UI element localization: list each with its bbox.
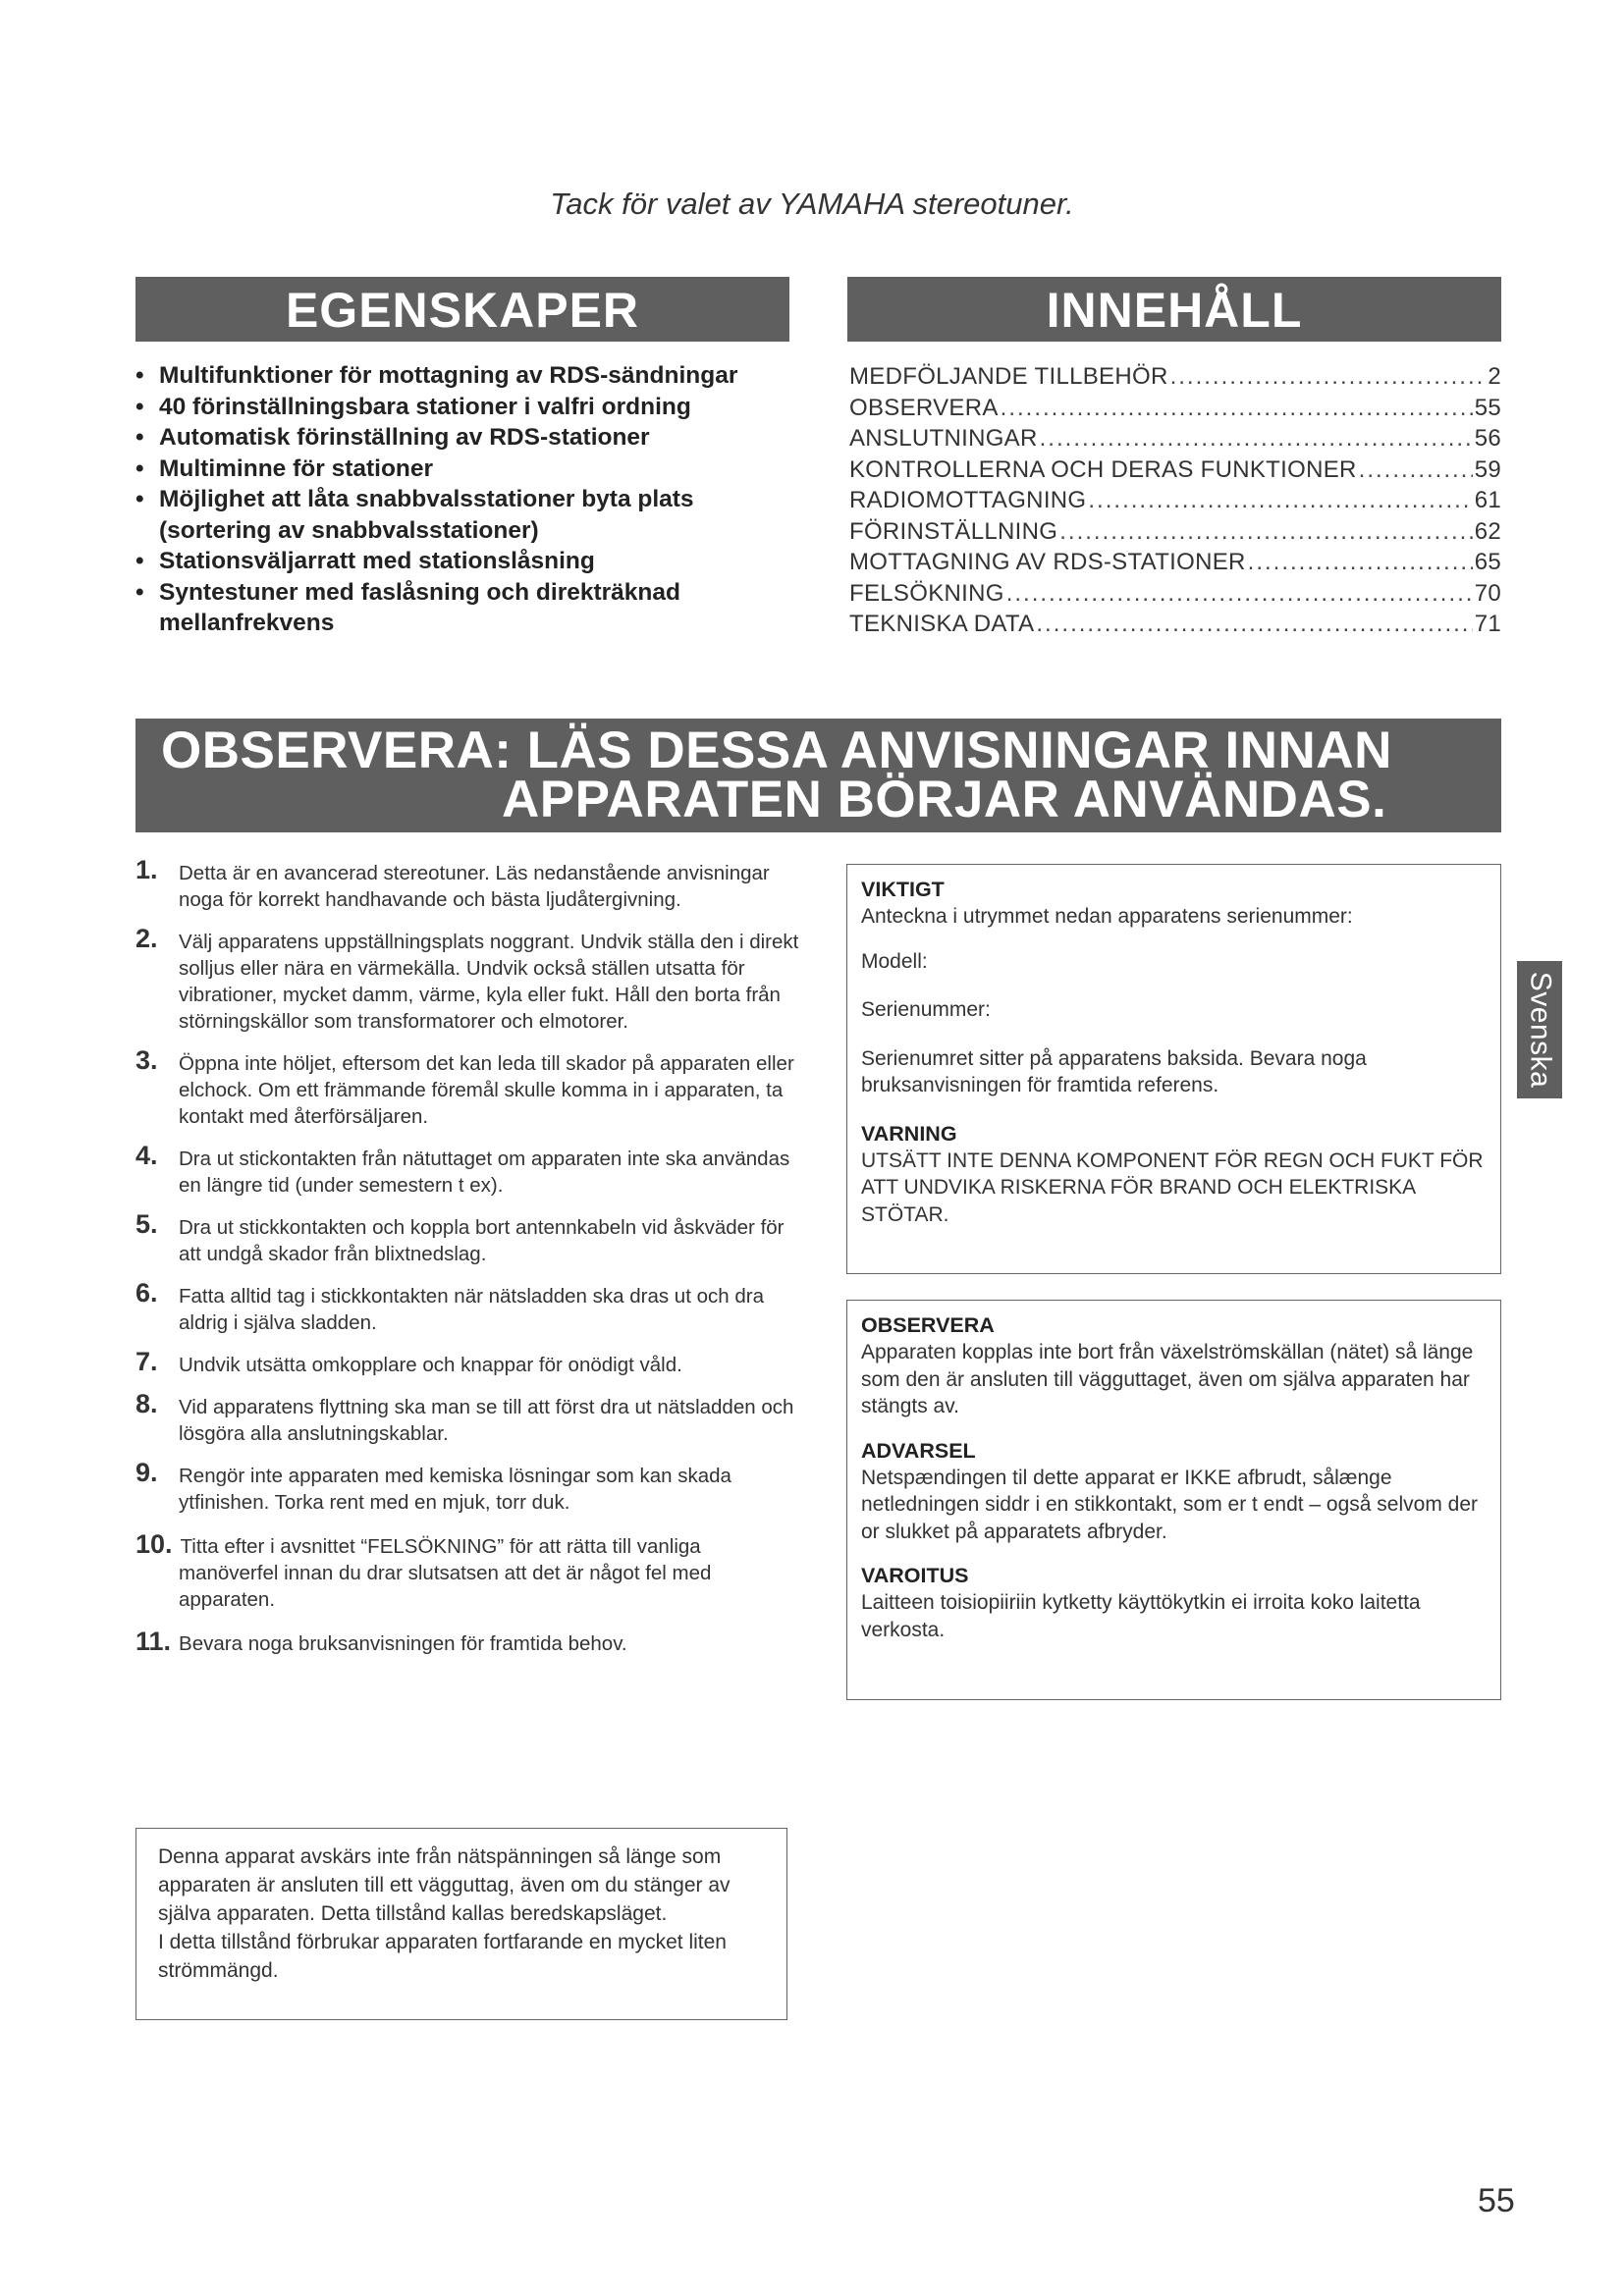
language-tab[interactable] (1517, 961, 1562, 1098)
caution-heading-sv: OBSERVERA (861, 1313, 995, 1337)
precaution-item (135, 1141, 803, 1199)
precaution-text: Dra ut stickontakten från nätuttaget om apparaten inte ska användas en längre tid (under semestern t ex). (179, 1148, 790, 1197)
precaution-item (135, 1458, 803, 1516)
toc-title: TEKNISKA DATA (849, 611, 1035, 637)
warning-banner (135, 719, 1501, 832)
toc-page: 65 (1474, 549, 1501, 575)
caution-text-fi: Laitteen toisiopiiriin kytketty käyttökytkin ei irroita koko laitetta verkosta. (861, 1591, 1421, 1641)
toc-page: 71 (1474, 611, 1501, 637)
toc-title: FÖRINSTÄLLNING (849, 517, 1058, 545)
precaution-text: Välj apparatens uppställningsplats noggrant. Undvik ställa den i direkt solljus eller nära en värmekälla. Undvik också ställen utsatta för vibrationer, mycket damm, värme, kyla eller fukt. Håll den borta från störningskällor som transformatorer och elmotorer. (179, 931, 799, 1033)
precaution-text-continued: manöverfel innan du drar slutsatsen att det är något fel med apparaten. (179, 1562, 712, 1611)
feature-item: • Stationsväljarratt med stationslåsning (135, 546, 803, 577)
serial-label: Serienummer: (861, 998, 991, 1021)
toc-leader (1359, 456, 1473, 484)
toc-entry[interactable] (849, 363, 1501, 395)
toc-page: 2 (1488, 363, 1501, 390)
warning-banner-line2: APPARATEN BÖRJAR ANVÄNDAS. (502, 771, 1387, 828)
caution-box (846, 1300, 1501, 1700)
features-heading: EGENSKAPER (135, 277, 789, 342)
features-list (135, 360, 803, 639)
toc-entry[interactable] (849, 456, 1501, 488)
warning-heading: VARNING (861, 1121, 957, 1146)
toc-leader (1170, 363, 1487, 391)
toc-leader (1001, 395, 1473, 422)
feature-item: • Möjlighet att låta snabbvalsstationer byta plats (sortering av snabbvalsstationer) (135, 484, 803, 546)
toc-leader (1006, 580, 1473, 608)
precaution-text: Detta är en avancerad stereotuner. Läs nedanstående anvisningar noga för korrekt handhavande och bästa ljudåtergivning. (179, 862, 770, 911)
precaution-item (135, 1629, 803, 1657)
precaution-number: 5. (135, 1209, 158, 1239)
precaution-number: 9. (135, 1458, 158, 1487)
precaution-text: Titta efter i avsnittet “FELSÖKNING” för att rätta till vanliga (180, 1535, 701, 1558)
toc-entry[interactable] (849, 487, 1501, 518)
toc-title: ANSLUTNINGAR (849, 425, 1038, 452)
precaution-number: 4. (135, 1141, 158, 1170)
caution-text-da: Netspændingen til dette apparat er IKKE afbrudt, sålænge netledningen siddr i en stikkontakt, som er t endt – også selvom der or slukket på apparatets afbryder. (861, 1466, 1479, 1543)
toc-title: FELSÖKNING (849, 579, 1004, 607)
toc-leader (1040, 425, 1473, 453)
precaution-text: Rengör inte apparaten med kemiska lösningar som kan skada ytfinishen. Torka rent med en mjuk, torr duk. (179, 1465, 731, 1514)
toc-page: 59 (1474, 455, 1501, 483)
precaution-number: 3. (135, 1045, 158, 1075)
toc-title: RADIOMOTTAGNING (849, 487, 1087, 513)
caution-heading-da: ADVARSEL (861, 1438, 976, 1463)
caution-text-sv: Apparaten kopplas inte bort från växelströmskällan (nätet) så länge som den är ansluten till vägguttaget, även om själva apparaten har stängts av. (861, 1341, 1474, 1417)
standby-note-text: Denna apparat avskärs inte från nätspänningen så länge som apparaten är ansluten till ett vägguttag, även om du stänger av själva apparaten. Detta tillstånd kallas beredskapsläget. (158, 1845, 731, 1925)
contents-heading: INNEHÅLL (847, 277, 1501, 342)
toc-page: 70 (1474, 579, 1501, 607)
toc-leader (1036, 611, 1472, 638)
toc-title: MEDFÖLJANDE TILLBEHÖR (849, 363, 1168, 390)
language-tab-label: Svenska (1524, 971, 1557, 1089)
precaution-text: Vid apparatens flyttning ska man se till att först dra ut nätsladden och lösgöra alla anslutningskablar. (179, 1396, 794, 1445)
precaution-item (135, 1347, 803, 1378)
toc-page: 55 (1474, 394, 1501, 421)
warning-text: UTSÄTT INTE DENNA KOMPONENT FÖR REGN OCH FUKT FÖR ATT UNDVIKA RISKERNA FÖR BRAND OCH ELEKTRISKA STÖTAR. (861, 1148, 1484, 1226)
precautions-list (135, 855, 803, 1673)
toc-entry[interactable] (849, 518, 1501, 550)
precaution-text: Bevara noga bruksanvisningen för framtida behov. (179, 1632, 627, 1655)
feature-item: • Syntestuner med faslåsning och direkträknad mellanfrekvens (135, 577, 803, 639)
toc-page: 61 (1474, 487, 1501, 513)
precaution-number: 8. (135, 1389, 158, 1418)
toc-page: 62 (1474, 517, 1501, 545)
toc-entry[interactable] (849, 425, 1501, 456)
standby-note-text: I detta tillstånd förbrukar apparaten fortfarande en mycket liten strömmängd. (158, 1931, 727, 1982)
tagline: Tack för valet av YAMAHA stereotuner. (550, 187, 1074, 221)
precaution-number: 11. (135, 1627, 172, 1656)
precaution-text: Fatta alltid tag i stickkontakten när nätsladden ska dras ut och dra aldrig i själva sladden. (179, 1285, 764, 1334)
important-text: Anteckna i utrymmet nedan apparatens serienummer: (861, 905, 1353, 928)
feature-item: • 40 förinställningsbara stationer i valfri ordning (135, 392, 803, 423)
page-number: 55 (1478, 2182, 1515, 2219)
precaution-item (135, 855, 803, 913)
important-box (846, 864, 1501, 1274)
toc-leader (1059, 518, 1472, 546)
table-of-contents (849, 363, 1501, 642)
toc-entry[interactable] (849, 549, 1501, 580)
toc-title: KONTROLLERNA OCH DERAS FUNKTIONER (849, 455, 1357, 483)
precaution-number: 2. (135, 924, 158, 953)
warning-banner-line1: OBSERVERA: LÄS DESSA ANVISNINGAR INNAN (161, 721, 1392, 779)
standby-note-box (135, 1828, 787, 2020)
caution-heading-fi: VAROITUS (861, 1564, 969, 1587)
precaution-number: 6. (135, 1278, 158, 1308)
precaution-item (135, 924, 803, 1035)
toc-entry[interactable] (849, 580, 1501, 612)
precaution-number: 10. (135, 1529, 173, 1559)
precaution-item (135, 1531, 803, 1613)
precaution-item (135, 1278, 803, 1336)
precaution-item (135, 1045, 803, 1130)
precaution-text: Öppna inte höljet, eftersom det kan leda till skador på apparaten eller elchock. Om ett främmande föremål skulle komma in i apparaten, ta kontakt med återförsäljaren. (179, 1052, 794, 1128)
toc-leader (1248, 549, 1473, 576)
precaution-text: Dra ut stickkontakten och koppla bort antennkabeln vid åskväder för att undgå skador från blixtnedslag. (179, 1216, 785, 1265)
precaution-item (135, 1389, 803, 1447)
feature-item: • Multiminne för stationer (135, 454, 803, 485)
feature-item: • Multifunktioner för mottagning av RDS-sändningar (135, 360, 803, 392)
precaution-item (135, 1209, 803, 1267)
toc-leader (1088, 487, 1472, 514)
precaution-number: 7. (135, 1347, 158, 1376)
important-heading: VIKTIGT (861, 878, 945, 901)
toc-title: MOTTAGNING AV RDS-STATIONER (849, 549, 1246, 575)
toc-page: 56 (1474, 425, 1501, 452)
serial-note: Serienumret sitter på apparatens baksida. Bevara noga bruksanvisningen för framtida referens. (861, 1046, 1367, 1096)
precaution-number: 1. (135, 855, 158, 884)
toc-entry[interactable] (849, 611, 1501, 642)
precaution-text: Undvik utsätta omkopplare och knappar för onödigt våld. (179, 1354, 682, 1376)
feature-item: • Automatisk förinställning av RDS-stationer (135, 422, 803, 454)
toc-title: OBSERVERA (849, 394, 999, 421)
toc-entry[interactable] (849, 395, 1501, 426)
model-label: Modell: (861, 949, 928, 973)
